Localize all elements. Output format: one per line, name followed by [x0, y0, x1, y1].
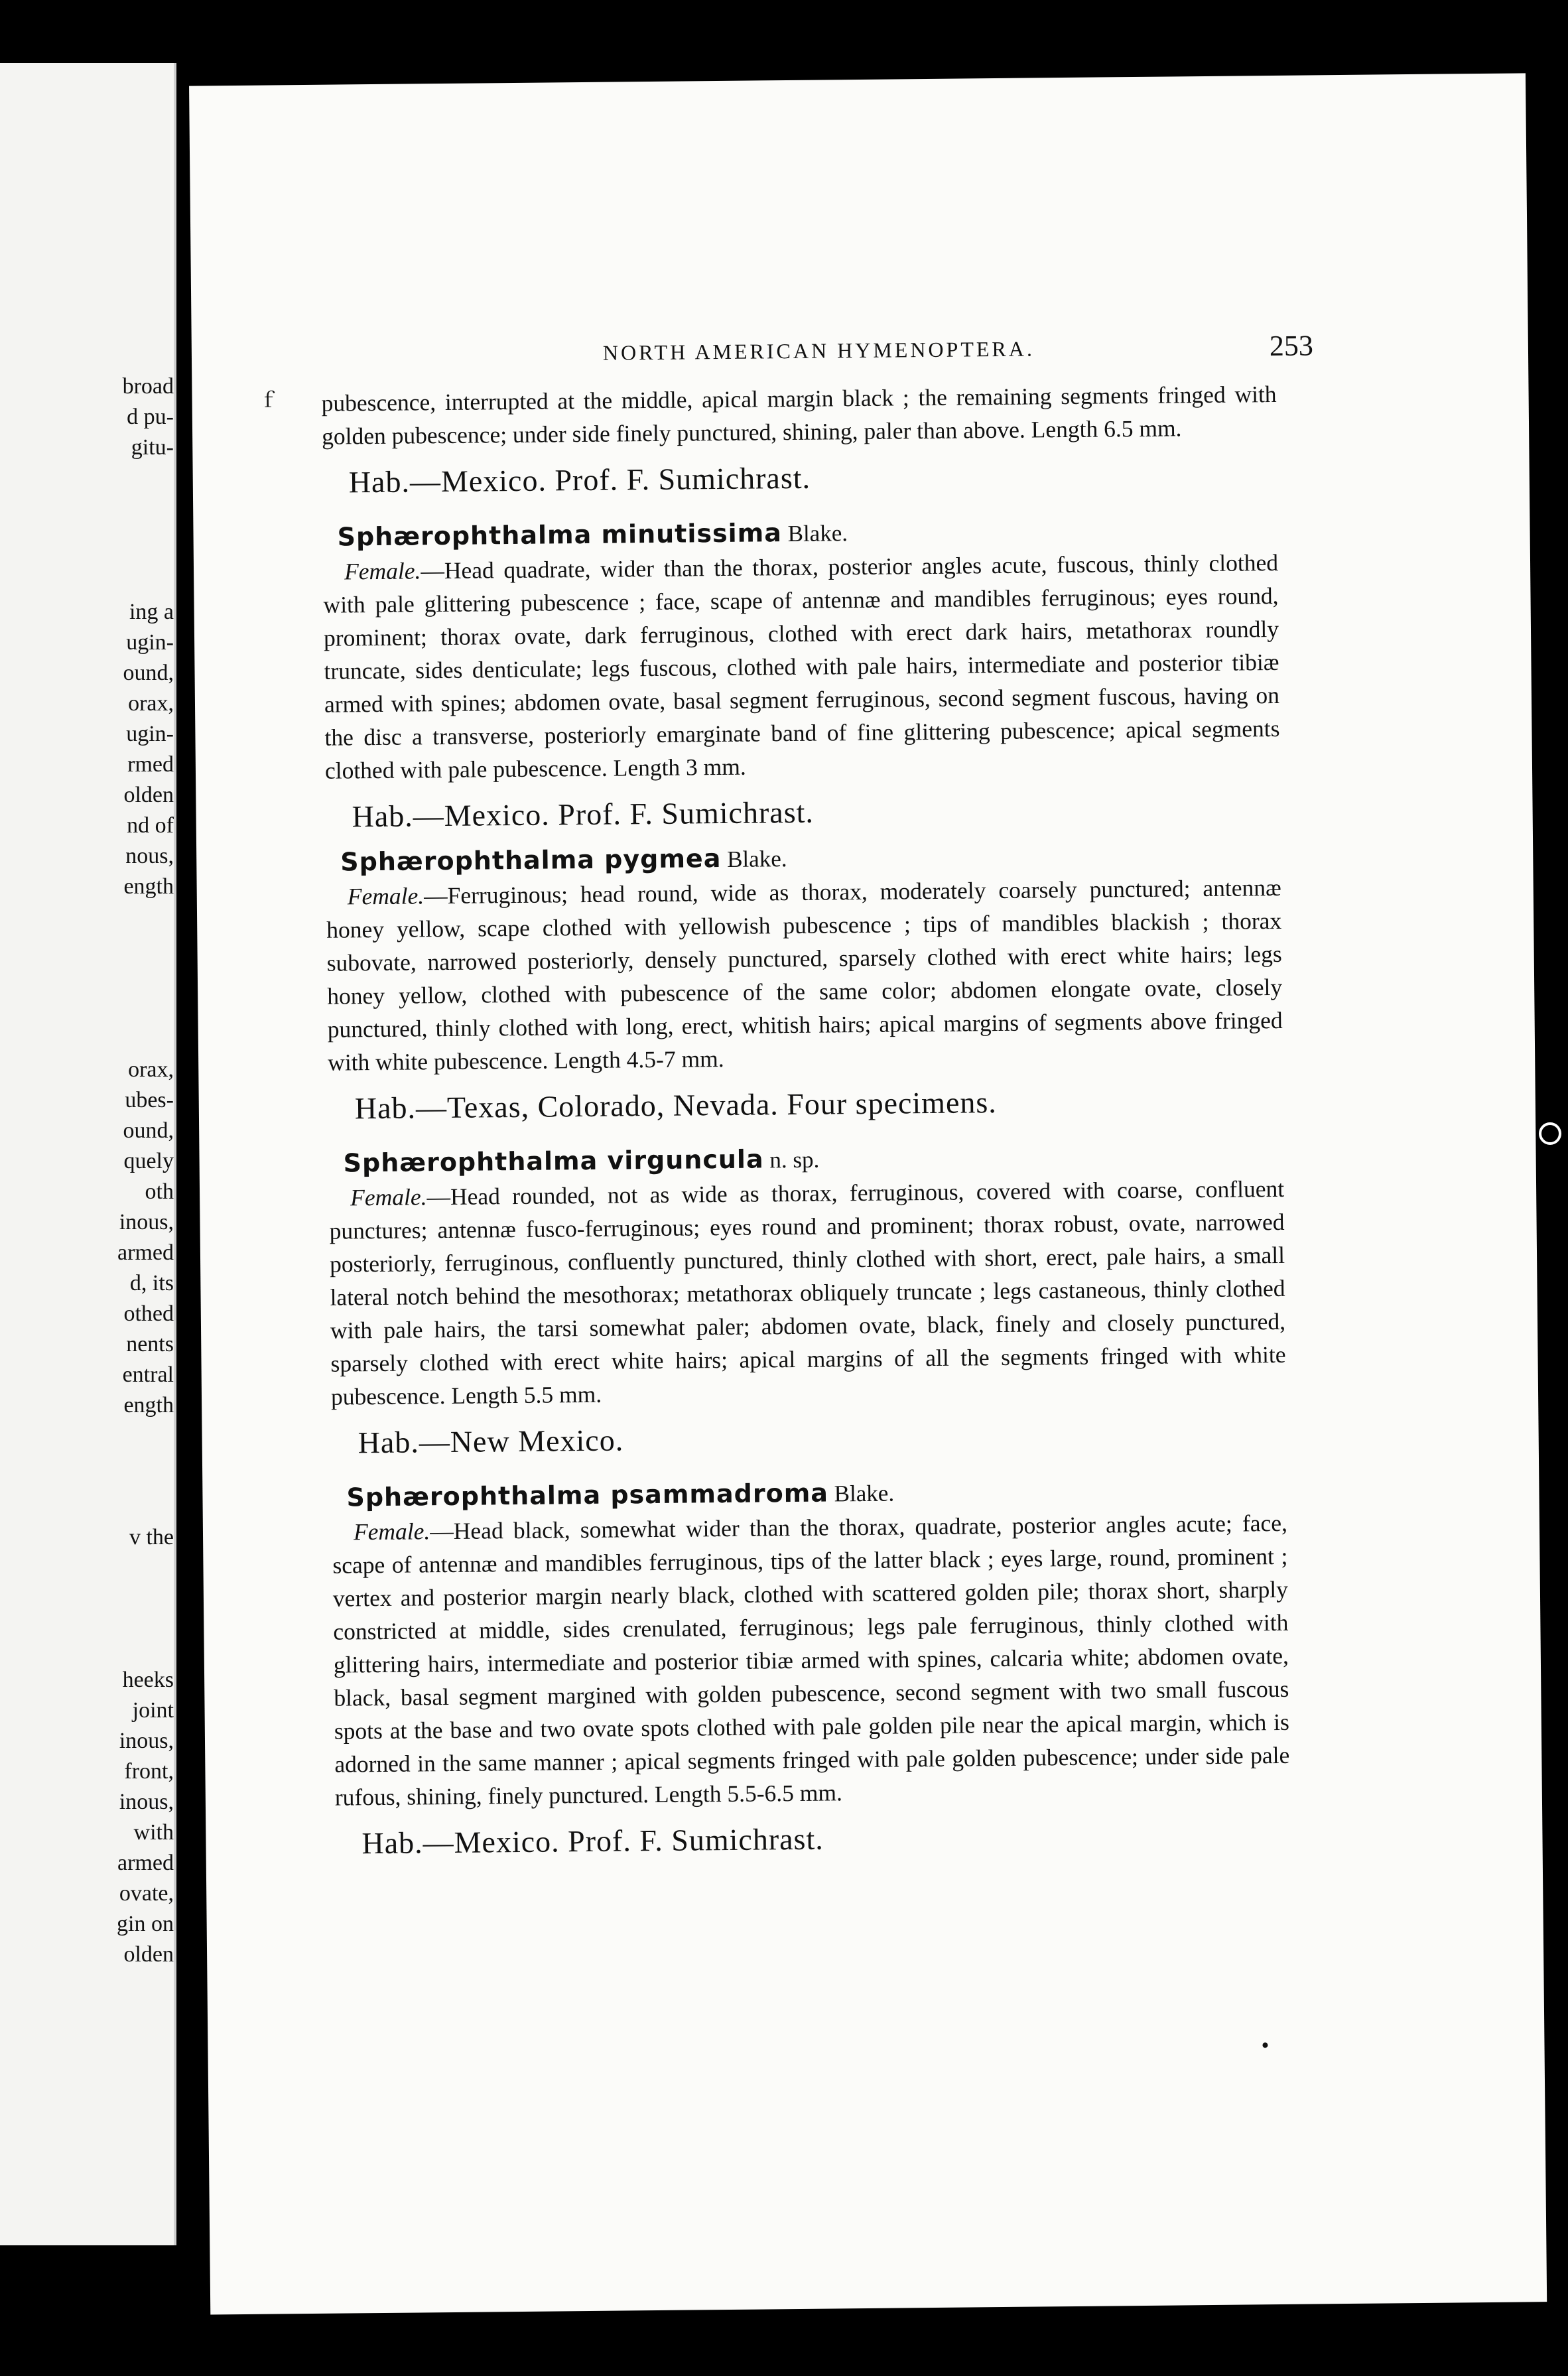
species-author: Blake. [787, 520, 848, 547]
habitat-line: Hab.—New Mexico. [358, 1423, 624, 1460]
species-name: Sphærophthalma minutissima [337, 518, 783, 552]
left-line: olden [123, 1942, 174, 1967]
species-description [329, 1172, 1286, 1414]
left-line: ugin- [126, 630, 174, 655]
species-author: Blake. [726, 846, 787, 872]
left-line: v the [129, 1525, 174, 1550]
species-name: Sphærophthalma virguncula [343, 1144, 764, 1178]
left-line: ugin- [126, 722, 174, 746]
running-head: NORTH AMERICAN HYMENOPTERA. [602, 336, 1035, 365]
left-facing-page [0, 63, 176, 2245]
left-line: front, [124, 1759, 174, 1784]
species-entry [328, 1138, 1287, 1465]
stray-mark: ｆ [258, 389, 279, 412]
left-line: ength [123, 874, 174, 899]
left-line: inous, [119, 1729, 174, 1753]
species-description [323, 546, 1280, 787]
left-line: gin on [117, 1912, 174, 1936]
species-entry [332, 1472, 1291, 1866]
sex-label: Female. [347, 882, 425, 910]
species-author: Blake. [834, 1480, 895, 1507]
species-description [332, 1506, 1290, 1814]
page-number: 253 [1269, 329, 1314, 363]
left-line: gitu- [131, 435, 174, 460]
left-line: joint [132, 1698, 174, 1723]
scan-edge-mark [1539, 1122, 1561, 1145]
left-line: ength [123, 1393, 174, 1418]
main-page [189, 73, 1547, 2314]
habitat-line: Hab.—Texas, Colorado, Nevada. Four specimens. [354, 1085, 998, 1126]
left-fragment-5 [8, 1665, 174, 1970]
left-line: entral [122, 1362, 174, 1387]
left-line: inous, [119, 1790, 174, 1814]
sex-label: Female. [344, 557, 421, 585]
left-line: inous, [119, 1210, 174, 1234]
left-line: ubes- [125, 1088, 174, 1112]
sex-label: Female. [350, 1183, 427, 1211]
habitat-line: Hab.—Mexico. Prof. F. Sumichrast. [361, 1821, 824, 1861]
left-line: d, its [129, 1271, 174, 1295]
left-line: armed [117, 1851, 174, 1875]
page-header [192, 325, 1529, 384]
left-line: d pu- [127, 405, 174, 429]
left-fragment-4 [8, 1522, 174, 1553]
description-text: —Head quadrate, wider than the thorax, posterior angles acute, fuscous, thinly clothed with pale glittering pubescence ; face, scape of antennæ and mandibles ferruginous; eyes round, prominent; thorax ovate, dark ferruginous, clothed with erect dark hairs, metathorax roundly truncate, sides denticulate; legs fuscous, clothed with pale hairs, intermediate and posterior tibiæ armed with spines; abdomen ovate, basal segment ferruginous, second segment fuscous, having on the disc a transverse, posteriorly emarginate band of fine glittering pubescence; apical segments clothed with pale pubescence. Length 3 mm. [323, 549, 1280, 784]
left-line: orax, [128, 691, 174, 716]
intro-paragraph: pubescence, interrupted at the middle, apical margin black ; the remaining segments fringed with golden pubescence; under side finely punctured, shining, paler than above. Length 6.5 mm. [321, 380, 1277, 450]
left-line: rmed [127, 752, 174, 777]
left-line: othed [123, 1301, 174, 1326]
body-text [321, 377, 1291, 1882]
left-line: broad [122, 374, 174, 399]
left-line: orax, [128, 1057, 174, 1082]
left-line: ovate, [119, 1881, 174, 1906]
left-line: heeks [122, 1668, 174, 1692]
description-text: —Head black, somewhat wider than the thorax, quadrate, posterior angles acute; face, scape of antennæ and mandibles ferruginous, tips of the latter black ; eyes large, round, prominent ; vertex and posterior margin nearly black, clothed with scattered golden pile; thorax short, sharply constricted at middle, sides crenulated, ferruginous; legs pale ferruginous, thinly clothed with glittering hairs, intermediate and posterior tibiæ armed with spines, calcaria white; abdomen ovate, black, basal segment margined with golden pubescence, second segment with two small fuscous spots at the base and two ovate spots clothed with pale golden pile near the apical margin, which is adorned in the same manner ; apical segments fringed with pale golden pubescence; under side pale rufous, shining, finely punctured. Length 5.5-6.5 mm. [332, 1509, 1290, 1811]
species-description [326, 871, 1283, 1079]
left-fragment-1 [8, 371, 174, 463]
habitat-line: Hab.—Mexico. Prof. F. Sumichrast. [348, 460, 811, 499]
left-line: nd of [127, 813, 174, 838]
left-line: nous, [125, 844, 174, 868]
left-line: oth [145, 1179, 174, 1204]
left-line: nents [126, 1332, 174, 1356]
left-fragment-3 [8, 1055, 174, 1421]
sex-label: Female. [353, 1518, 430, 1546]
left-fragment-2 [8, 597, 174, 902]
ink-dot [1262, 2042, 1268, 2048]
left-line: quely [123, 1149, 174, 1173]
left-line: with [133, 1820, 174, 1845]
species-author: n. sp. [769, 1146, 820, 1173]
description-text: —Ferruginous; head round, wide as thorax, moderately coarsely punctured; antennæ honey yellow, scape clothed with yellowish pubescence ; tips of mandibles blackish ; thorax subovate, narrowed posteriorly, densely punctured, sparsely clothed with erect white hairs; legs honey yellow, clothed with pubescence of the same color; abdomen elongate ovate, closely punctured, thinly clothed with long, erect, whitish hairs; apical margins of segments above fringed with white pubescence. Length 4.5-7 mm. [326, 874, 1283, 1076]
left-line: ound, [123, 1118, 174, 1143]
habitat-line: Hab.—Mexico. Prof. F. Sumichrast. [352, 795, 815, 834]
species-name: Sphærophthalma psammadroma [346, 1478, 829, 1512]
left-line: ound, [123, 661, 174, 685]
left-line: armed [117, 1240, 174, 1265]
description-text: —Head rounded, not as wide as thorax, ferruginous, covered with coarse, confluent punctures; antennæ fusco-ferruginous; eyes round and prominent; thorax robust, ovate, narrowed posteriorly, ferruginous, confluently punctured, thinly clothed with short, erect, pale hairs, a small lateral notch behind the mesothorax; metathorax obliquely truncate ; legs castaneous, thinly clothed with pale hairs, the tarsi somewhat paler; abdomen ovate, black, finely and closely punctured, sparsely clothed with erect white hairs; apical margins of all the segments fringed with white pubescence. Length 5.5 mm. [329, 1175, 1286, 1410]
species-entry [326, 836, 1283, 1131]
species-name: Sphærophthalma pygmea [340, 844, 722, 877]
left-line: olden [123, 783, 174, 807]
left-line: ing a [129, 600, 174, 624]
species-entry [322, 511, 1281, 839]
